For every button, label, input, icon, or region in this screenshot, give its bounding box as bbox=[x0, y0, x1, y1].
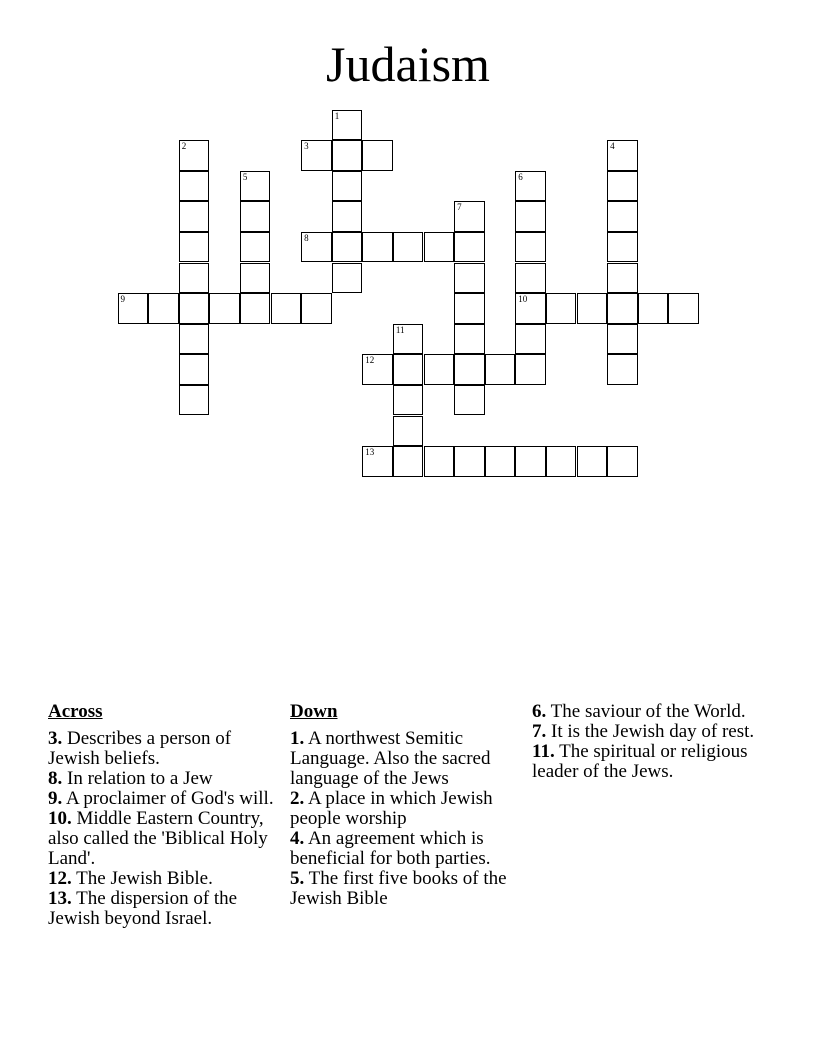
clue-item-text: An agreement which is beneficial for both parties. bbox=[290, 828, 491, 869]
grid-cell[interactable] bbox=[668, 293, 699, 324]
clue-item-text: The saviour of the World. bbox=[550, 701, 746, 722]
grid-cell[interactable] bbox=[240, 232, 271, 263]
grid-cell[interactable] bbox=[240, 171, 271, 202]
grid-cell[interactable] bbox=[454, 446, 485, 477]
clue-item-text: Describes a person of Jewish beliefs. bbox=[48, 728, 232, 769]
grid-cell[interactable] bbox=[240, 201, 271, 232]
grid-cell[interactable] bbox=[607, 324, 638, 355]
grid-cell[interactable] bbox=[454, 201, 485, 232]
grid-cell[interactable] bbox=[332, 171, 363, 202]
grid-cell[interactable] bbox=[179, 232, 210, 263]
grid-cell[interactable] bbox=[301, 140, 332, 171]
clue-number: 8 bbox=[304, 232, 309, 243]
clue-item-text: Middle Eastern Country, also called the 'Biblical Holy Land'. bbox=[48, 808, 268, 869]
grid-cell[interactable] bbox=[240, 263, 271, 294]
crossword-grid bbox=[0, 0, 816, 500]
grid-cell[interactable] bbox=[607, 354, 638, 385]
grid-cell[interactable] bbox=[607, 263, 638, 294]
grid-cell[interactable] bbox=[515, 232, 546, 263]
grid-cell[interactable] bbox=[240, 293, 271, 324]
grid-cell[interactable] bbox=[118, 293, 149, 324]
clue-number: 11 bbox=[395, 324, 405, 335]
clue-item bbox=[532, 742, 764, 782]
grid-cell[interactable] bbox=[179, 293, 210, 324]
clue-item bbox=[290, 789, 522, 829]
clue-item bbox=[48, 869, 280, 889]
grid-cell[interactable] bbox=[393, 324, 424, 355]
grid-cell[interactable] bbox=[332, 110, 363, 141]
grid-cell[interactable] bbox=[454, 385, 485, 416]
grid-cell[interactable] bbox=[515, 263, 546, 294]
clue-item-text: The spiritual or religious leader of the Jews. bbox=[532, 741, 748, 782]
clue-item bbox=[48, 809, 280, 869]
grid-cell[interactable] bbox=[515, 446, 546, 477]
across-heading: Across bbox=[48, 701, 103, 722]
grid-cell[interactable] bbox=[393, 385, 424, 416]
clue-item-text: The Jewish Bible. bbox=[76, 868, 213, 889]
grid-cell[interactable] bbox=[607, 171, 638, 202]
grid-cell[interactable] bbox=[393, 354, 424, 385]
clue-item-text: A proclaimer of God's will. bbox=[65, 788, 274, 809]
grid-cell[interactable] bbox=[393, 416, 424, 447]
grid-cell[interactable] bbox=[393, 446, 424, 477]
grid-cell[interactable] bbox=[454, 293, 485, 324]
grid-cell[interactable] bbox=[179, 324, 210, 355]
grid-cell[interactable] bbox=[209, 293, 240, 324]
clue-item-number: 9. bbox=[48, 788, 63, 809]
clue-item-number: 11. bbox=[532, 741, 555, 762]
clue-item-number: 5. bbox=[290, 868, 305, 889]
grid-cell[interactable] bbox=[362, 232, 393, 263]
clue-item bbox=[290, 829, 522, 869]
clue-number: 1 bbox=[334, 110, 340, 121]
grid-cell[interactable] bbox=[179, 171, 210, 202]
clue-item-text: The dispersion of the Jewish beyond Israel. bbox=[48, 888, 238, 929]
clue-item-number: 1. bbox=[290, 728, 305, 749]
grid-cell[interactable] bbox=[424, 232, 455, 263]
grid-cell[interactable] bbox=[546, 293, 577, 324]
clue-number: 6 bbox=[518, 171, 523, 182]
grid-cell[interactable] bbox=[362, 446, 393, 477]
grid-cell[interactable] bbox=[607, 446, 638, 477]
grid-cell[interactable] bbox=[607, 140, 638, 171]
clue-number: 7 bbox=[457, 202, 462, 213]
grid-cell[interactable] bbox=[332, 201, 363, 232]
across-clue-list bbox=[48, 729, 280, 929]
clue-item bbox=[48, 729, 280, 769]
grid-cell[interactable] bbox=[332, 263, 363, 294]
grid-cell[interactable] bbox=[638, 293, 669, 324]
grid-cell[interactable] bbox=[515, 324, 546, 355]
grid-cell[interactable] bbox=[271, 293, 302, 324]
clue-number: 5 bbox=[242, 171, 248, 182]
grid-cell[interactable] bbox=[454, 354, 485, 385]
clue-item bbox=[532, 702, 764, 722]
clue-item-text: A northwest Semitic Language. Also the sacred language of the Jews bbox=[290, 728, 491, 789]
grid-cell[interactable] bbox=[393, 232, 424, 263]
clue-item bbox=[290, 869, 522, 909]
grid-cell[interactable] bbox=[515, 354, 546, 385]
grid-cell[interactable] bbox=[179, 201, 210, 232]
grid-cell[interactable] bbox=[332, 232, 363, 263]
clue-item-number: 13. bbox=[48, 888, 72, 909]
clue-item-number: 3. bbox=[48, 728, 63, 749]
down-clue-list-continued bbox=[532, 702, 764, 782]
grid-cell[interactable] bbox=[607, 293, 638, 324]
clue-item bbox=[290, 729, 522, 789]
grid-cell[interactable] bbox=[332, 140, 363, 171]
grid-cell[interactable] bbox=[424, 354, 455, 385]
grid-cell[interactable] bbox=[454, 324, 485, 355]
grid-cell[interactable] bbox=[424, 446, 455, 477]
clue-item-number: 8. bbox=[48, 768, 63, 789]
grid-cell[interactable] bbox=[546, 446, 577, 477]
clue-number: 10 bbox=[518, 294, 528, 305]
grid-cell[interactable] bbox=[179, 140, 210, 171]
grid-cell[interactable] bbox=[454, 232, 485, 263]
grid-cell[interactable] bbox=[179, 354, 210, 385]
down-clue-list bbox=[290, 729, 522, 909]
across-clues bbox=[48, 702, 280, 929]
clue-item-number: 4. bbox=[290, 828, 305, 849]
clue-item-number: 7. bbox=[532, 721, 547, 742]
clue-item-number: 6. bbox=[532, 701, 547, 722]
grid-cell[interactable] bbox=[362, 140, 393, 171]
grid-cell[interactable] bbox=[179, 263, 210, 294]
grid-cell[interactable] bbox=[577, 293, 608, 324]
clue-number: 13 bbox=[365, 447, 375, 458]
clue-item-text: The first five books of the Jewish Bible bbox=[290, 868, 507, 909]
grid-cell[interactable] bbox=[607, 201, 638, 232]
clue-item bbox=[48, 769, 280, 789]
clue-number: 3 bbox=[304, 141, 309, 152]
grid-cell[interactable] bbox=[577, 446, 608, 477]
grid-cell[interactable] bbox=[515, 293, 546, 324]
clue-number: 2 bbox=[181, 141, 187, 152]
grid-cell[interactable] bbox=[454, 263, 485, 294]
grid-cell[interactable] bbox=[179, 385, 210, 416]
clue-item bbox=[48, 789, 280, 809]
grid-cell[interactable] bbox=[607, 232, 638, 263]
grid-cell[interactable] bbox=[301, 232, 332, 263]
clue-number: 12 bbox=[365, 355, 375, 366]
grid-cell[interactable] bbox=[515, 171, 546, 202]
clue-number: 4 bbox=[610, 141, 615, 152]
page-title: Judaism bbox=[326, 36, 490, 92]
grid-cell[interactable] bbox=[301, 293, 332, 324]
clue-number: 9 bbox=[120, 294, 125, 305]
down-clues bbox=[290, 702, 522, 909]
clue-item-number: 12. bbox=[48, 868, 72, 889]
down-clues-continued bbox=[532, 702, 764, 782]
grid-cell[interactable] bbox=[515, 201, 546, 232]
grid-cell[interactable] bbox=[148, 293, 179, 324]
grid-cell[interactable] bbox=[485, 446, 516, 477]
clue-item-number: 10. bbox=[48, 808, 72, 829]
clue-item-text: A place in which Jewish people worship bbox=[290, 788, 493, 829]
clue-item bbox=[532, 722, 764, 742]
clue-item-text: In relation to a Jew bbox=[67, 768, 213, 789]
clue-item-text: It is the Jewish day of rest. bbox=[551, 721, 755, 742]
down-heading: Down bbox=[290, 701, 338, 722]
clue-item bbox=[48, 889, 280, 929]
grid-cell[interactable] bbox=[485, 354, 516, 385]
clue-item-number: 2. bbox=[290, 788, 305, 809]
grid-cell[interactable] bbox=[362, 354, 393, 385]
